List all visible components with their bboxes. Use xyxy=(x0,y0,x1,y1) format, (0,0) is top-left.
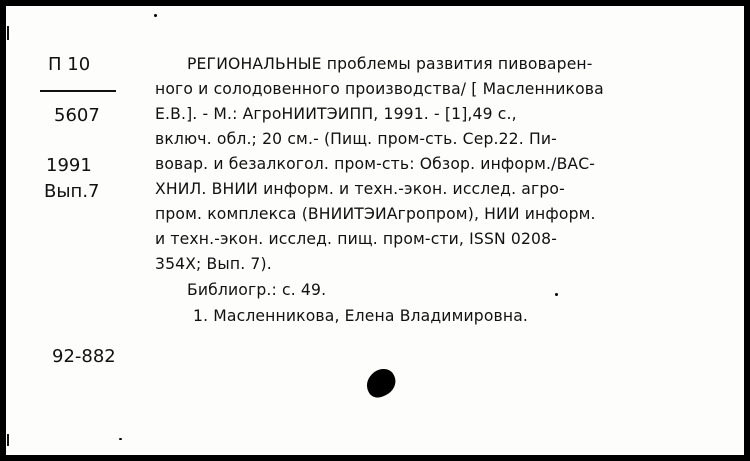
catalog-card xyxy=(6,6,744,455)
call-number-rule xyxy=(40,90,116,92)
description-line: включ. обл.; 20 см.- (Пищ. пром-сть. Сер.22. Пи- xyxy=(155,130,557,148)
description-line: вовар. и безалкогол. пром-сть: Обзор. информ./ВАС- xyxy=(155,155,596,173)
call-number: 5607 xyxy=(54,105,100,126)
subject-entry: 1. Масленникова, Елена Владимировна. xyxy=(193,307,529,325)
issue-number: Вып.7 xyxy=(44,181,100,202)
description-line: РЕГИОНАЛЬНЫЕ проблемы развития пивоварен- xyxy=(187,55,593,73)
ink-blot xyxy=(362,365,400,401)
ink-speck xyxy=(119,438,122,440)
ink-speck xyxy=(154,14,157,17)
year: 1991 xyxy=(46,155,92,176)
ink-speck xyxy=(555,293,558,296)
description-line: 354X; Вып. 7). xyxy=(155,255,272,273)
description-line: пром. комплекса (ВНИИТЭИАгропром), НИИ информ. xyxy=(155,205,596,223)
description-line: ХНИЛ. ВНИИ информ. и техн.-экон. исслед. агро- xyxy=(155,180,565,198)
description-line: ного и солодовенного производства/ [ Масленникова xyxy=(155,80,604,98)
description-line: Е.В.]. - М.: АгроНИИТЭИПП, 1991. - [1],49 с., xyxy=(155,105,517,123)
description-line: и техн.-экон. исслед. пищ. пром-сти, ISSN 0208- xyxy=(155,230,557,248)
accession-number: 92-882 xyxy=(52,346,116,367)
edge-mark xyxy=(7,26,9,40)
edge-mark xyxy=(7,434,9,446)
shelf-code: П 10 xyxy=(48,54,91,75)
bibliography-note: Библиогр.: с. 49. xyxy=(187,281,327,299)
